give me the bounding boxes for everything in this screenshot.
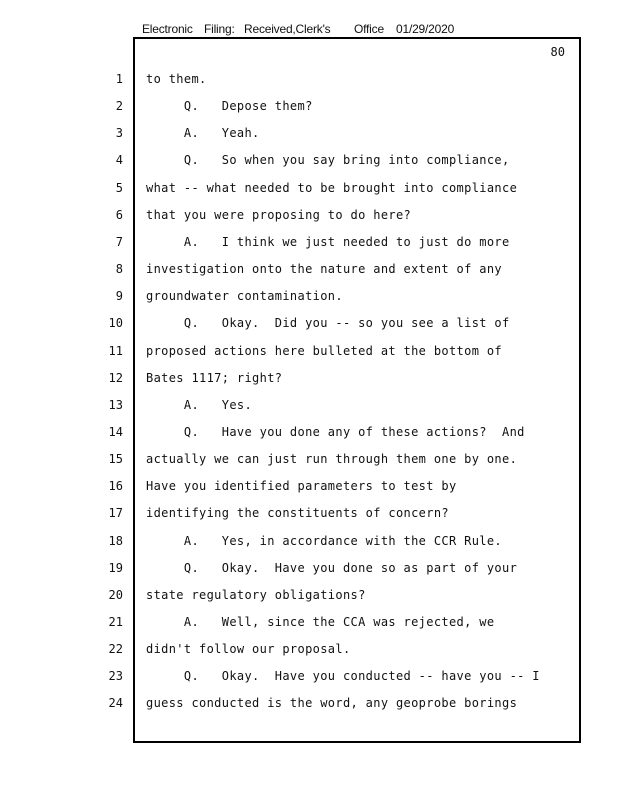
line-number: 2 (115, 99, 123, 114)
line-text: didn't follow our proposal. (146, 642, 351, 657)
line-number: 21 (108, 615, 123, 629)
header-office: Office (354, 22, 384, 36)
line-text: A. Well, since the CCA was rejected, we (146, 615, 495, 629)
line-number: 23 (108, 669, 123, 684)
line-text: guess conducted is the word, any geoprobe borings (146, 696, 518, 711)
line-number: 16 (108, 479, 123, 494)
line-text: A. Yeah. (146, 126, 260, 141)
line-number: 1 (115, 72, 123, 86)
line-number: 9 (115, 289, 123, 304)
line-number: 15 (108, 452, 123, 467)
line-text: Q. So when you say bring into compliance, (146, 153, 510, 168)
line-text: proposed actions here bulleted at the bottom of (146, 343, 503, 358)
header-filing: Filing: (204, 22, 235, 36)
line-number: 13 (108, 397, 123, 412)
line-text: identifying the constituents of concern? (146, 506, 449, 521)
line-text: A. Yes. (146, 397, 253, 412)
line-number: 6 (115, 207, 123, 222)
line-number: 14 (108, 424, 123, 439)
page-number: 80 (550, 45, 565, 59)
line-number: 10 (108, 316, 123, 331)
line-number: 3 (115, 126, 123, 141)
line-text: Have you identified parameters to test by (146, 479, 457, 494)
line-text: to them. (146, 72, 207, 86)
header-electronic: Electronic (142, 22, 193, 36)
line-text: that you were proposing to do here? (146, 207, 412, 222)
header-date: 01/29/2020 (396, 22, 455, 36)
line-text: A. Yes, in accordance with the CCR Rule. (146, 533, 503, 548)
line-number: 11 (108, 343, 123, 358)
line-text: groundwater contamination. (146, 289, 343, 304)
line-text: investigation onto the nature and extent of any (146, 262, 503, 277)
filing-stamp-header (142, 22, 454, 36)
line-number: 8 (115, 262, 123, 277)
line-number: 17 (108, 506, 123, 521)
line-number: 5 (115, 180, 123, 195)
line-number: 18 (108, 533, 123, 548)
line-number: 4 (115, 153, 123, 168)
line-number: 24 (108, 696, 123, 711)
line-text: A. I think we just needed to just do more (146, 234, 510, 249)
line-number: 20 (108, 587, 123, 602)
line-text: Q. Okay. Did you -- so you see a list of (146, 316, 510, 331)
line-text: actually we can just run through them one by one. (146, 452, 518, 467)
line-text: Q. Okay. Have you conducted -- have you -- I (146, 669, 540, 684)
header-received: Received,Clerk's (244, 22, 331, 36)
line-text: Q. Okay. Have you done so as part of your (146, 560, 518, 575)
line-number: 19 (108, 560, 123, 575)
line-number: 22 (108, 642, 123, 657)
line-number: 12 (108, 370, 123, 385)
line-text: Q. Depose them? (146, 99, 313, 114)
line-text: state regulatory obligations? (146, 587, 366, 602)
line-text: Q. Have you done any of these actions? And (146, 424, 525, 439)
line-text: Bates 1117; right? (146, 370, 283, 385)
line-number: 7 (115, 234, 123, 249)
line-text: what -- what needed to be brought into compliance (146, 180, 518, 195)
